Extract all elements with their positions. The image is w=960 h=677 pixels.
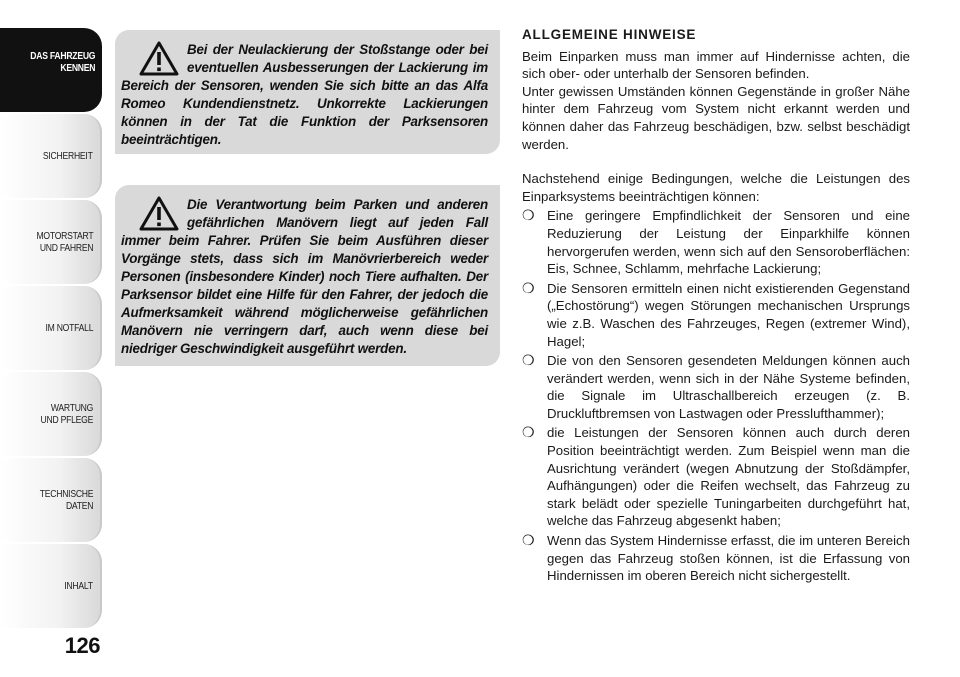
tab-im-notfall[interactable] [0, 286, 102, 370]
bullet-circle-icon: ❍ [522, 424, 535, 441]
intro-paragraph: Nachstehend einige Bedingungen, welche die Leistungen des Einparksystems beeinträchtigen können: [522, 171, 910, 204]
warning-box-responsibility [115, 185, 500, 366]
tab-wartung-und-pflege[interactable] [0, 372, 102, 456]
intro-paragraph: Unter gewissen Umständen können Gegenstände in großer Nähe hinter dem Fahrzeug vom System nicht erkannt werden und können daher das Fahrzeug beschädigen, bzw. selbst beschädigt werden. [522, 83, 910, 152]
list-item: ❍ die Leistungen der Sensoren können auch durch deren Position beeinträchtigt werden. Zum Beispiel wenn man die Ausrichtung verändert (wegen Abnutzung der Stoßdämpfer, Aufhängungen) oder die Reifen wechselt, das Fahrzeug zu stark belädt oder spezielle Tuningarbeiten durchgeführt hat, welche das Fahrzeug abgesenkt haben; [522, 424, 910, 529]
bullet-circle-icon: ❍ [522, 352, 535, 369]
main-column [522, 26, 910, 585]
tab-label: WARTUNG UND PFLEGE [40, 402, 93, 426]
list-item: ❍ Eine geringere Empfindlichkeit der Sensoren und eine Reduzierung der Leistung der Einparkhilfe können hervorgerufen werden, wenn sich auf den Sensoroberflächen: Eis, Schnee, Schlamm, mehrfache Lackierung; [522, 207, 910, 277]
list-item: ❍ Die von den Sensoren gesendeten Meldungen können auch verändert werden, wenn sich in der Nähe Systeme befinden, die Signale im Ultraschallbereich erzeugen (z. B. Druckluftbremsen von Lastwagen oder Presslufthammer); [522, 352, 910, 421]
warning-triangle-icon [139, 41, 179, 77]
section-heading: ALLGEMEINE HINWEISE [522, 27, 697, 42]
list-item: ❍ Wenn das System Hindernisse erfasst, die im unteren Bereich gegen das Fahrzeug stoßen können, ist die Erfassung von Hindernissen im oberen Bereich nicht sichergestellt. [522, 532, 910, 584]
tab-label: INHALT [64, 580, 93, 592]
conditions-list [522, 207, 910, 584]
tab-label: MOTORSTART UND FAHREN [36, 230, 93, 254]
bullet-circle-icon: ❍ [522, 207, 535, 224]
tab-das-fahrzeug-kennen[interactable] [0, 28, 102, 112]
warning-box-paint [115, 30, 500, 154]
tab-motorstart-und-fahren[interactable] [0, 200, 102, 284]
warning-triangle-icon [139, 196, 179, 232]
warning-text: Die Verantwortung beim Parken und anderen gefährlichen Manövern liegt auf jeden Fall immer beim Fahrer. Prüfen Sie beim Ausführen dieser Vorgänge stets, dass sich im Manövrierbereich weder Personen (insbesondere Kinder) noch Tiere aufhalten. Der Parksensor bildet eine Hilfe für den Fahrer, der jedoch die Aufmerksamkeit während möglicherweise gefährlichen Manövern nie verringern darf, auch wenn diese bei niedriger Geschwindigkeit ausgeführt werden. [121, 197, 488, 356]
tab-technische-daten[interactable] [0, 458, 102, 542]
intro-paragraph: Beim Einparken muss man immer auf Hindernisse achten, die sich ober- oder unterhalb der Sensoren befinden. [522, 48, 910, 82]
tab-label: DAS FAHRZEUG KENNEN [30, 50, 95, 74]
bullet-circle-icon: ❍ [522, 532, 535, 549]
bullet-circle-icon: ❍ [522, 279, 535, 296]
list-item: ❍ Die Sensoren ermitteln einen nicht existierenden Gegenstand („Echostörung“) wegen Störungen mechanischen Ursprungs wie z.B. Waschen des Fahrzeuges, Regen (extremer Wind), Hagel; [522, 279, 910, 349]
page-number: 126 [64, 633, 100, 658]
tab-label: SICHERHEIT [43, 150, 93, 162]
tab-label: TECHNISCHE DATEN [39, 488, 93, 512]
tab-sicherheit[interactable] [0, 114, 102, 198]
tab-label: IM NOTFALL [45, 322, 93, 334]
warning-text: Bei der Neulackierung der Stoßstange oder bei eventuellen Ausbesserungen der Lackierung im Bereich der Sensoren, wenden Sie sich bitte an das Alfa Romeo Kundendienstnetz. Unkorrekte Lackierungen können in der Tat die Funktion der Parksensoren beeinträchtigen. [121, 42, 488, 147]
tab-inhalt[interactable] [0, 544, 102, 628]
